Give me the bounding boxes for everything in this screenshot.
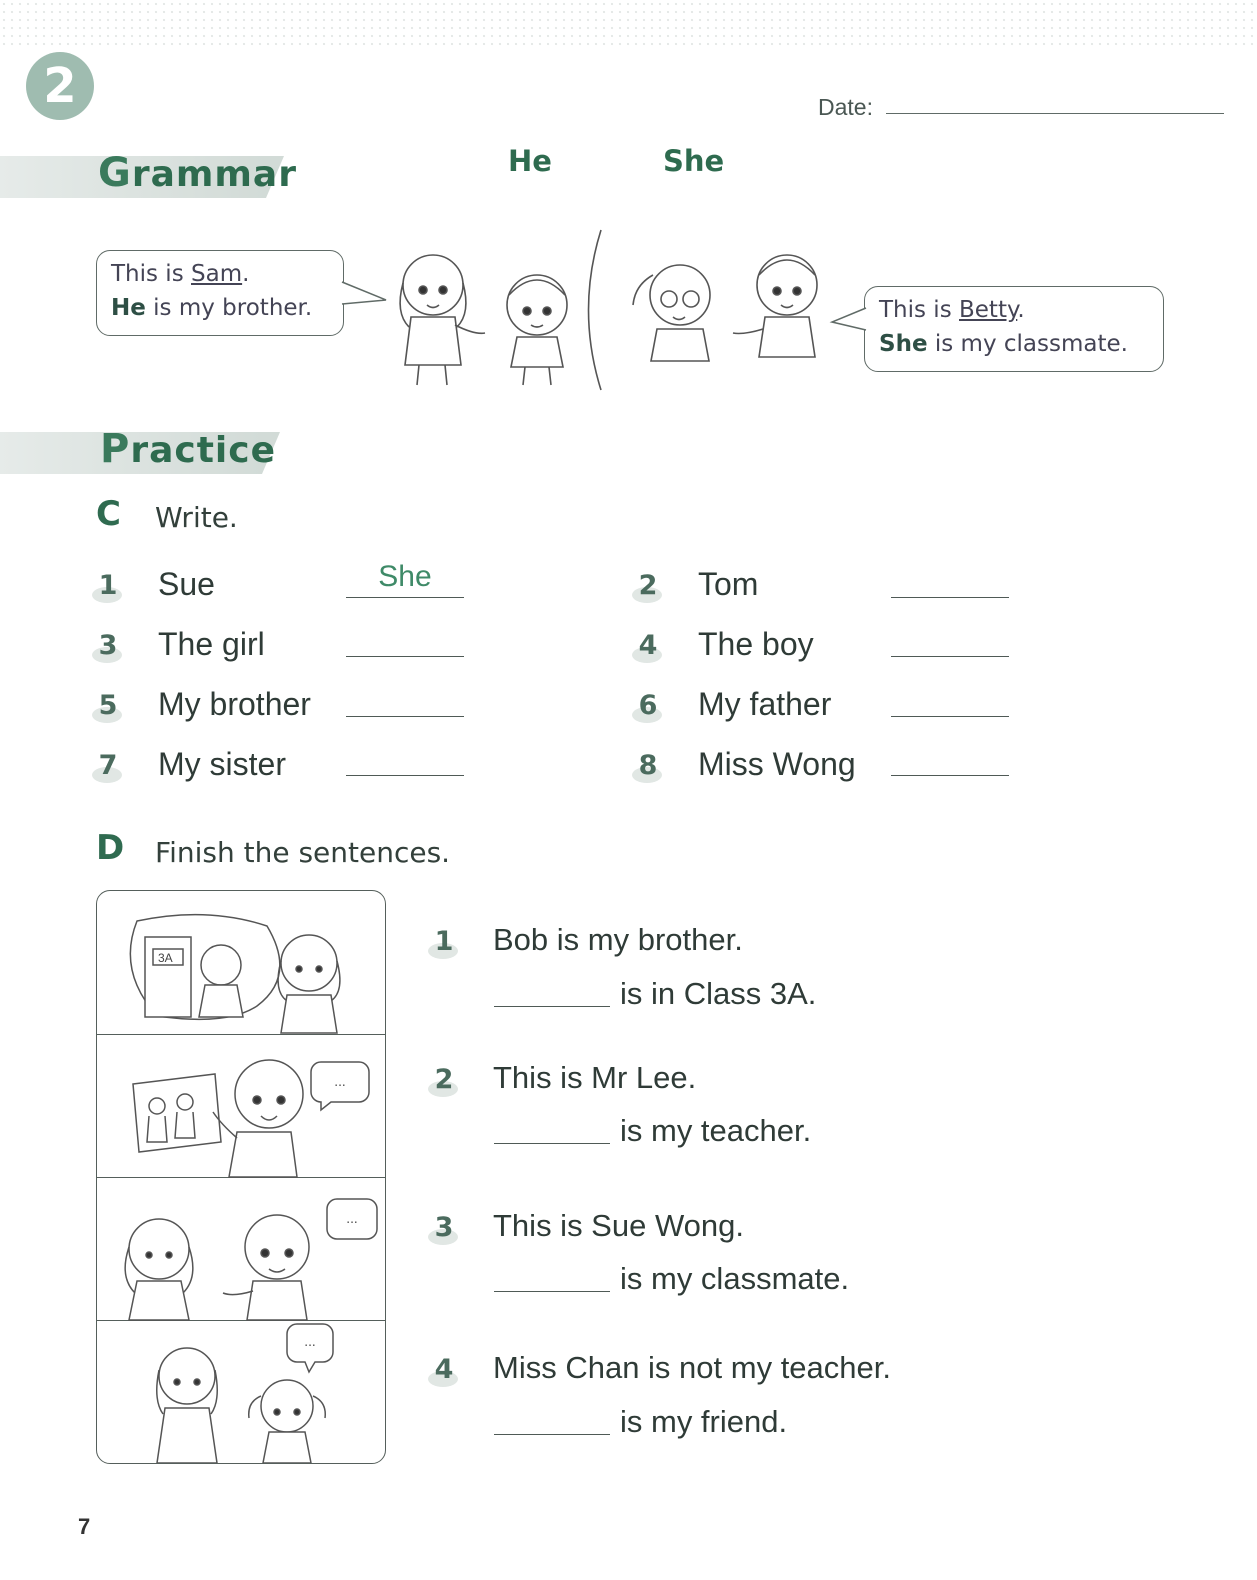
d-item-1-blank[interactable] [494, 1006, 610, 1007]
c-item-5-word: My brother [158, 686, 311, 722]
task-d-instruction: Finish the sentences. [155, 836, 451, 869]
c-item-8-word: Miss Wong [698, 746, 856, 782]
door-sign-text: 3A [158, 951, 173, 965]
d-item-3-blank[interactable] [494, 1291, 610, 1292]
d-item-4-blank[interactable] [494, 1434, 610, 1435]
girl-figure-left [400, 255, 485, 385]
c-item-1-blank[interactable] [346, 597, 464, 598]
c-item-1-number: 1 [88, 570, 128, 601]
d-item-3-number: 3 [424, 1212, 464, 1243]
d-item-3-completion: is my classmate. [620, 1261, 850, 1296]
speech-bubble-sam: This is Sam. He is my brother. [96, 250, 344, 336]
d-item-2-completion: is my teacher. [620, 1113, 812, 1148]
c-item-6-word: My father [698, 686, 832, 722]
c-item-1-answer: She [378, 560, 432, 593]
picture-panel-3 [97, 1177, 385, 1321]
task-d-letter: D [96, 828, 125, 868]
top-dotted-border [0, 0, 1257, 48]
d-item-2-blank[interactable] [494, 1143, 610, 1144]
grammar-illustration [385, 225, 835, 395]
speech-bubble-betty: This is Betty. She is my classmate. [864, 286, 1164, 372]
c-item-4-word: The boy [698, 626, 814, 662]
picture-panel-1 [97, 891, 385, 1035]
c-item-2-word: Tom [698, 566, 759, 602]
pronoun-she: She [663, 144, 725, 178]
boy-figure-right [733, 255, 817, 357]
c-item-5-blank[interactable] [346, 716, 464, 717]
speech-dots-2: ... [334, 1075, 346, 1089]
c-item-3-blank[interactable] [346, 656, 464, 657]
date-input-line[interactable] [886, 113, 1224, 114]
d-item-2-number: 2 [424, 1064, 464, 1095]
grammar-title: Grammar [98, 150, 297, 196]
c-item-6-blank[interactable] [891, 716, 1009, 717]
speech-dots-3: ... [346, 1212, 358, 1226]
c-item-7-number: 7 [88, 750, 128, 781]
page-number: 7 [78, 1514, 91, 1539]
d-item-3-sentence: This is Sue Wong. [493, 1208, 744, 1243]
girl-figure-glasses [633, 265, 710, 361]
c-item-2-blank[interactable] [891, 597, 1009, 598]
task-c-instruction: Write. [155, 501, 238, 534]
c-item-4-blank[interactable] [891, 656, 1009, 657]
divider-curve [589, 230, 602, 390]
d-item-2-sentence: This is Mr Lee. [493, 1060, 697, 1095]
d-item-4-completion: is my friend. [620, 1404, 788, 1439]
c-item-2-number: 2 [628, 570, 668, 601]
c-item-5-number: 5 [88, 690, 128, 721]
d-item-1-completion: is in Class 3A. [620, 976, 817, 1011]
d-item-4-sentence: Miss Chan is not my teacher. [493, 1350, 891, 1385]
picture-panel-2 [97, 1034, 385, 1178]
c-item-3-word: The girl [158, 626, 265, 662]
c-item-7-word: My sister [158, 746, 286, 782]
unit-number-badge: 2 [26, 52, 94, 120]
name-betty: Betty [959, 297, 1018, 323]
c-item-8-number: 8 [628, 750, 668, 781]
name-sam: Sam [191, 261, 243, 287]
practice-title: Practice [100, 426, 277, 472]
speech-dots-4: ... [304, 1335, 316, 1349]
bubble-tail-left [340, 280, 390, 310]
c-item-4-number: 4 [628, 630, 668, 661]
boy-figure-left [507, 275, 567, 385]
task-c-letter: C [96, 494, 121, 534]
c-item-1-word: Sue [158, 566, 215, 602]
c-item-6-number: 6 [628, 690, 668, 721]
d-item-1-number: 1 [424, 926, 464, 957]
d-item-4-number: 4 [424, 1354, 464, 1385]
d-item-1-sentence: Bob is my brother. [493, 922, 743, 957]
c-item-7-blank[interactable] [346, 775, 464, 776]
picture-panels [96, 890, 386, 1464]
c-item-3-number: 3 [88, 630, 128, 661]
pronoun-he: He [508, 144, 552, 178]
date-label: Date: [818, 94, 873, 120]
picture-panel-4 [97, 1320, 385, 1463]
c-item-8-blank[interactable] [891, 775, 1009, 776]
